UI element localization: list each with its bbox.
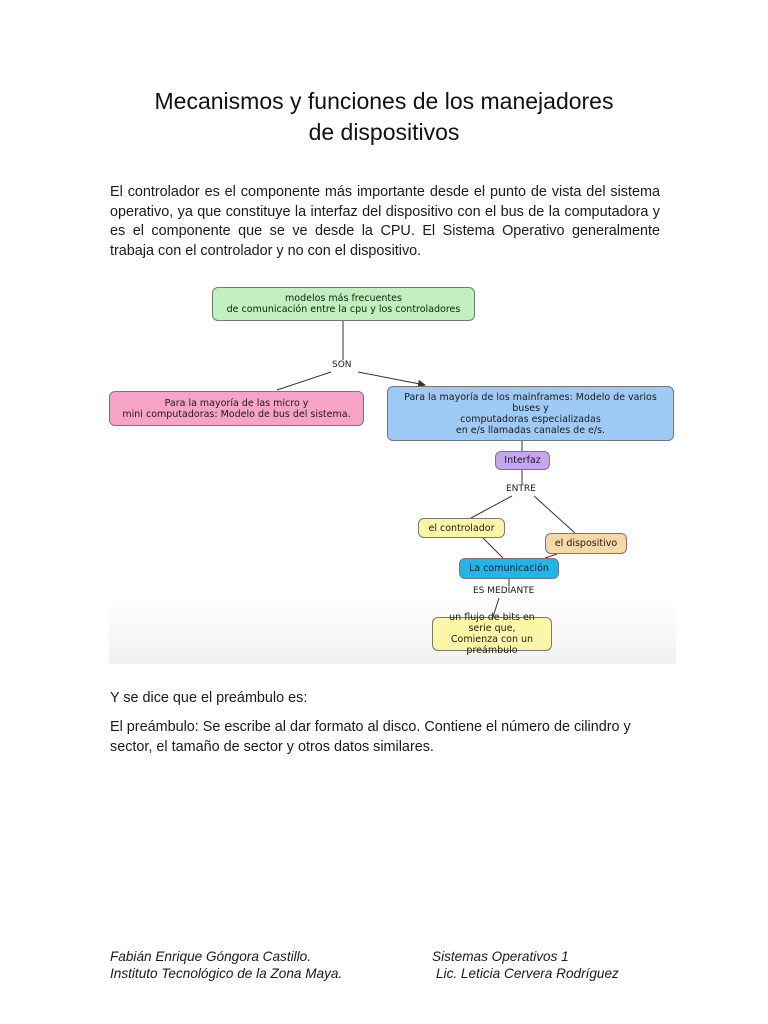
connector-son-left — [277, 372, 331, 390]
connector-controlador-comunicacion — [483, 538, 503, 558]
concept-map — [109, 284, 676, 664]
link-label-entre: ENTRE — [506, 484, 536, 494]
node-controlador-label: el controlador — [428, 522, 495, 534]
footer-left — [110, 948, 342, 982]
link-label-es-mediante: ES MEDIANTE — [473, 586, 535, 596]
node-left-line-2: mini computadoras: Modelo de bus del sistema. — [122, 408, 351, 420]
link-label-son: SON — [332, 360, 352, 370]
footer-right — [432, 948, 619, 982]
node-left-line-1: Para la mayoría de las micro y — [164, 397, 309, 409]
node-modelos-frecuentes — [212, 287, 475, 321]
page-title — [100, 86, 668, 148]
intro-paragraph: El controlador es el componente más importante desde el punto de vista del sistema operativo, ya que constituye la interfaz del dispositivo con el bus de la computadora y es el componente que se ve desde la CPU. El Sistema Operativo generalmente trabaja con el controlador y no con el dispositivo. — [110, 184, 660, 259]
node-comunicacion — [459, 558, 559, 579]
node-comunicacion-label: La comunicación — [469, 563, 549, 574]
footer-author: Fabián Enrique Góngora Castillo. — [110, 949, 311, 964]
node-right-line-2: buses y — [512, 402, 549, 414]
title-line-2: de dispositivos — [308, 119, 460, 145]
node-flujo-line-2: Comienza con un preámbulo — [450, 634, 534, 656]
node-flujo-bits — [432, 612, 552, 656]
connector-entre-dispositivo — [534, 496, 575, 533]
node-dispositivo — [545, 533, 627, 554]
node-controlador — [418, 518, 505, 538]
footer-teacher: Lic. Leticia Cervera Rodríguez — [436, 966, 619, 981]
node-modelo-varios-buses — [387, 386, 674, 441]
footer-institution: Instituto Tecnológico de la Zona Maya. — [110, 966, 343, 981]
footer-course: Sistemas Operativos 1 — [432, 949, 569, 964]
concept-map-connectors — [109, 284, 676, 664]
node-interfaz-label: Interfaz — [504, 455, 541, 466]
node-root-line-1: modelos más frecuentes — [285, 293, 402, 304]
node-right-line-1: Para la mayoría de los mainframes: Modelo de varios — [404, 391, 657, 403]
connector-son-right — [358, 372, 425, 385]
node-interfaz — [495, 451, 550, 470]
node-flujo-line-1: un flujo de bits en serie que, — [449, 612, 535, 634]
preambulo-intro: Y se dice que el preámbulo es: — [110, 690, 308, 706]
node-dispositivo-label: el dispositivo — [554, 538, 618, 549]
node-root-line-2: de comunicación entre la cpu y los controladores — [226, 304, 461, 315]
node-right-line-4: en e/s llamadas canales de e/s. — [455, 424, 606, 436]
node-right-line-3: computadoras especializadas — [460, 413, 601, 425]
connector-entre-controlador — [471, 496, 512, 518]
title-line-1: Mecanismos y funciones de los manejadores — [154, 88, 614, 114]
node-modelo-bus-sistema — [109, 391, 364, 426]
preambulo-definition: El preámbulo: Se escribe al dar formato al disco. Contiene el número de cilindro y sector, el tamaño de sector y otros datos similares. — [110, 719, 631, 755]
